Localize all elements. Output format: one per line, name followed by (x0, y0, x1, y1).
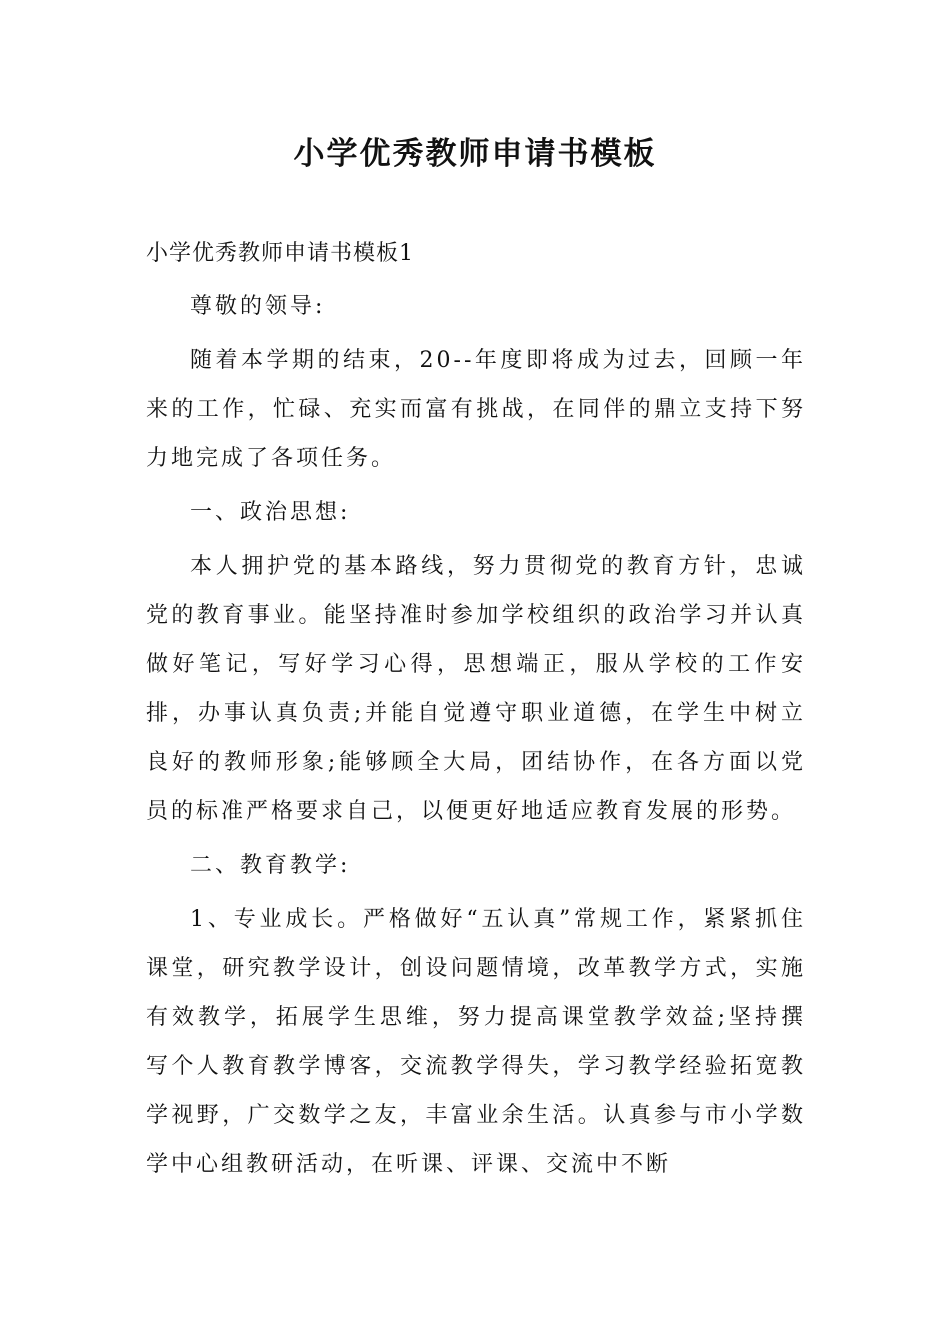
document-subtitle: 小学优秀教师申请书模板1 (146, 241, 414, 266)
section-heading-politics: 一、政治思想: (190, 500, 351, 525)
salutation: 尊敬的领导: (190, 294, 326, 319)
document-body (146, 232, 806, 1194)
teaching-paragraph: 1、专业成长。严格做好“五认真”常规工作，紧紧抓住课堂，研究教学设计，创设问题情境，改革教学方式，实施有效教学，拓展学生思维，努力提高课堂教学效益;坚持撰写个人教育教学博客，交流教学得失，学习教学经验拓宽教学视野，广交数学之友，丰富业余生活。认真参与市小学数学中心组教研活动，在听课、评课、交流中不断 (146, 907, 806, 1177)
intro-paragraph: 随着本学期的结束，20--年度即将成为过去，回顾一年来的工作，忙碌、充实而富有挑战，在同伴的鼎立支持下努力地完成了各项任务。 (146, 348, 806, 471)
politics-paragraph: 本人拥护党的基本路线，努力贯彻党的教育方针，忠诚党的教育事业。能坚持准时参加学校组织的政治学习并认真做好笔记，写好学习心得，思想端正，服从学校的工作安排，办事认真负责;并能自觉遵守职业道德，在学生中树立良好的教师形象;能够顾全大局，团结协作，在各方面以党员的标准严格要求自己，以便更好地适应教育发展的形势。 (146, 554, 806, 824)
document-title: 小学优秀教师申请书模板 (293, 136, 657, 172)
section-heading-teaching: 二、教育教学: (190, 853, 351, 878)
